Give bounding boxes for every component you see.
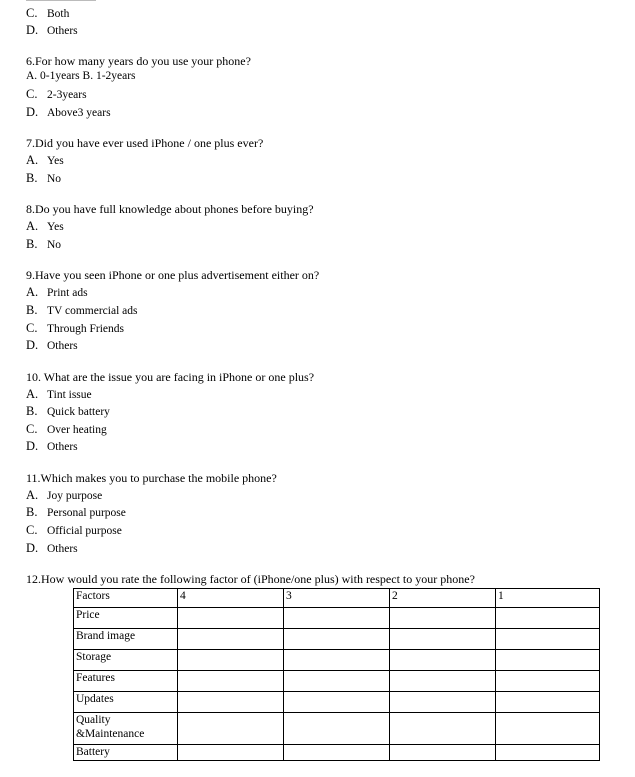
option-item <box>26 303 137 318</box>
option-text: Print ads <box>47 287 88 299</box>
rating-cell[interactable] <box>284 629 390 650</box>
factor-label: Price <box>74 608 178 629</box>
option-item <box>26 153 64 168</box>
option-letter: A. <box>26 285 39 299</box>
option-item <box>26 404 110 419</box>
option-letter: C. <box>26 321 38 335</box>
option-item <box>26 171 61 186</box>
option-letter: B. <box>26 303 38 317</box>
question-8: 8.Do you have full knowledge about phones before buying? <box>26 202 314 216</box>
option-text: Official purpose <box>47 525 122 537</box>
rating-cell[interactable] <box>496 692 600 713</box>
option-text: Joy purpose <box>47 490 103 502</box>
rating-cell[interactable] <box>390 713 496 745</box>
rating-cell[interactable] <box>284 671 390 692</box>
table-row <box>74 671 600 692</box>
rating-cell[interactable] <box>284 745 390 761</box>
option-text: Both <box>47 8 70 20</box>
rating-cell[interactable] <box>496 713 600 745</box>
option-item <box>26 285 88 300</box>
option-text: Through Friends <box>47 323 124 335</box>
option-letter: C. <box>26 6 38 20</box>
table-header-row <box>74 589 600 608</box>
option-letter: A. <box>26 153 39 167</box>
factor-label: Battery <box>74 745 178 761</box>
table-header-cell: 3 <box>284 589 390 608</box>
table-header-cell: Factors <box>74 589 178 608</box>
rating-cell[interactable] <box>390 671 496 692</box>
option-text: Others <box>47 441 78 453</box>
option-letter: B. <box>26 404 38 418</box>
question-10: 10. What are the issue you are facing in iPhone or one plus? <box>26 370 315 384</box>
rating-cell[interactable] <box>496 629 600 650</box>
option-text: Others <box>47 340 78 352</box>
page-top-rule <box>26 0 96 1</box>
option-item <box>26 338 78 353</box>
rating-cell[interactable] <box>284 713 390 745</box>
rating-cell[interactable] <box>390 629 496 650</box>
table-row <box>74 629 600 650</box>
option-letter: B. <box>26 505 38 519</box>
option-item <box>26 237 61 252</box>
question-11: 11.Which makes you to purchase the mobile phone? <box>26 471 277 485</box>
option-letter: A. <box>26 387 39 401</box>
option-item <box>26 387 92 402</box>
option-letter: B. <box>26 237 38 251</box>
question-7: 7.Did you have ever used iPhone / one plus ever? <box>26 136 264 150</box>
factor-label: Storage <box>74 650 178 671</box>
option-item <box>26 541 78 556</box>
option-item <box>26 523 122 538</box>
option-letter: C. <box>26 422 38 436</box>
rating-table <box>73 588 600 761</box>
rating-cell[interactable] <box>496 650 600 671</box>
rating-cell[interactable] <box>284 650 390 671</box>
rating-cell[interactable] <box>284 608 390 629</box>
option-letter: D. <box>26 105 39 119</box>
rating-cell[interactable] <box>496 608 600 629</box>
option-text: Quick battery <box>47 406 110 418</box>
option-letter: D. <box>26 338 39 352</box>
rating-cell[interactable] <box>178 650 284 671</box>
rating-cell[interactable] <box>178 671 284 692</box>
option-item <box>26 6 69 21</box>
option-item <box>26 422 107 437</box>
option-item <box>26 505 126 520</box>
option-item <box>26 105 111 120</box>
question-9: 9.Have you seen iPhone or one plus advertisement either on? <box>26 268 320 282</box>
table-header-cell: 2 <box>390 589 496 608</box>
rating-cell[interactable] <box>390 692 496 713</box>
option-letter: D. <box>26 23 39 37</box>
option-text: 2-3years <box>47 89 87 101</box>
option-item <box>26 87 87 102</box>
question-6: 6.For how many years do you use your phone? <box>26 54 251 68</box>
table-row <box>74 608 600 629</box>
option-text: Yes <box>47 221 64 233</box>
option-item <box>26 488 102 503</box>
option-letter: D. <box>26 541 39 555</box>
question-12: 12.How would you rate the following factor of (iPhone/one plus) with respect to your phone? <box>26 572 475 586</box>
option-item <box>26 219 64 234</box>
table-row <box>74 713 600 745</box>
table-header-cell: 4 <box>178 589 284 608</box>
option-text: Personal purpose <box>47 507 126 519</box>
factor-label: Brand image <box>74 629 178 650</box>
factor-label: Updates <box>74 692 178 713</box>
rating-cell[interactable] <box>178 629 284 650</box>
option-letter: C. <box>26 87 38 101</box>
factor-label: Quality &Maintenance <box>74 713 178 745</box>
rating-cell[interactable] <box>284 692 390 713</box>
rating-cell[interactable] <box>178 745 284 761</box>
option-item <box>26 23 78 38</box>
rating-cell[interactable] <box>178 713 284 745</box>
option-letter: C. <box>26 523 38 537</box>
rating-cell[interactable] <box>178 608 284 629</box>
option-item <box>26 439 78 454</box>
factor-label: Features <box>74 671 178 692</box>
table-header-cell: 1 <box>496 589 600 608</box>
table-row <box>74 745 600 761</box>
option-text: Others <box>47 25 78 37</box>
rating-cell[interactable] <box>496 671 600 692</box>
table-row <box>74 692 600 713</box>
question-6-inline-options: A. 0-1years B. 1-2years <box>26 70 136 82</box>
option-text: Others <box>47 543 78 555</box>
rating-cell[interactable] <box>178 692 284 713</box>
option-letter: A. <box>26 488 39 502</box>
option-letter: B. <box>26 171 38 185</box>
option-text: Tint issue <box>47 389 92 401</box>
option-text: Above3 years <box>47 107 111 119</box>
option-text: Over heating <box>47 424 107 436</box>
rating-cell[interactable] <box>390 608 496 629</box>
option-letter: D. <box>26 439 39 453</box>
option-text: No <box>47 239 62 251</box>
option-item <box>26 321 124 336</box>
option-text: No <box>47 173 62 185</box>
rating-cell[interactable] <box>496 745 600 761</box>
rating-cell[interactable] <box>390 745 496 761</box>
option-letter: A. <box>26 219 39 233</box>
table-row <box>74 650 600 671</box>
option-text: TV commercial ads <box>47 305 138 317</box>
rating-cell[interactable] <box>390 650 496 671</box>
option-text: Yes <box>47 155 64 167</box>
